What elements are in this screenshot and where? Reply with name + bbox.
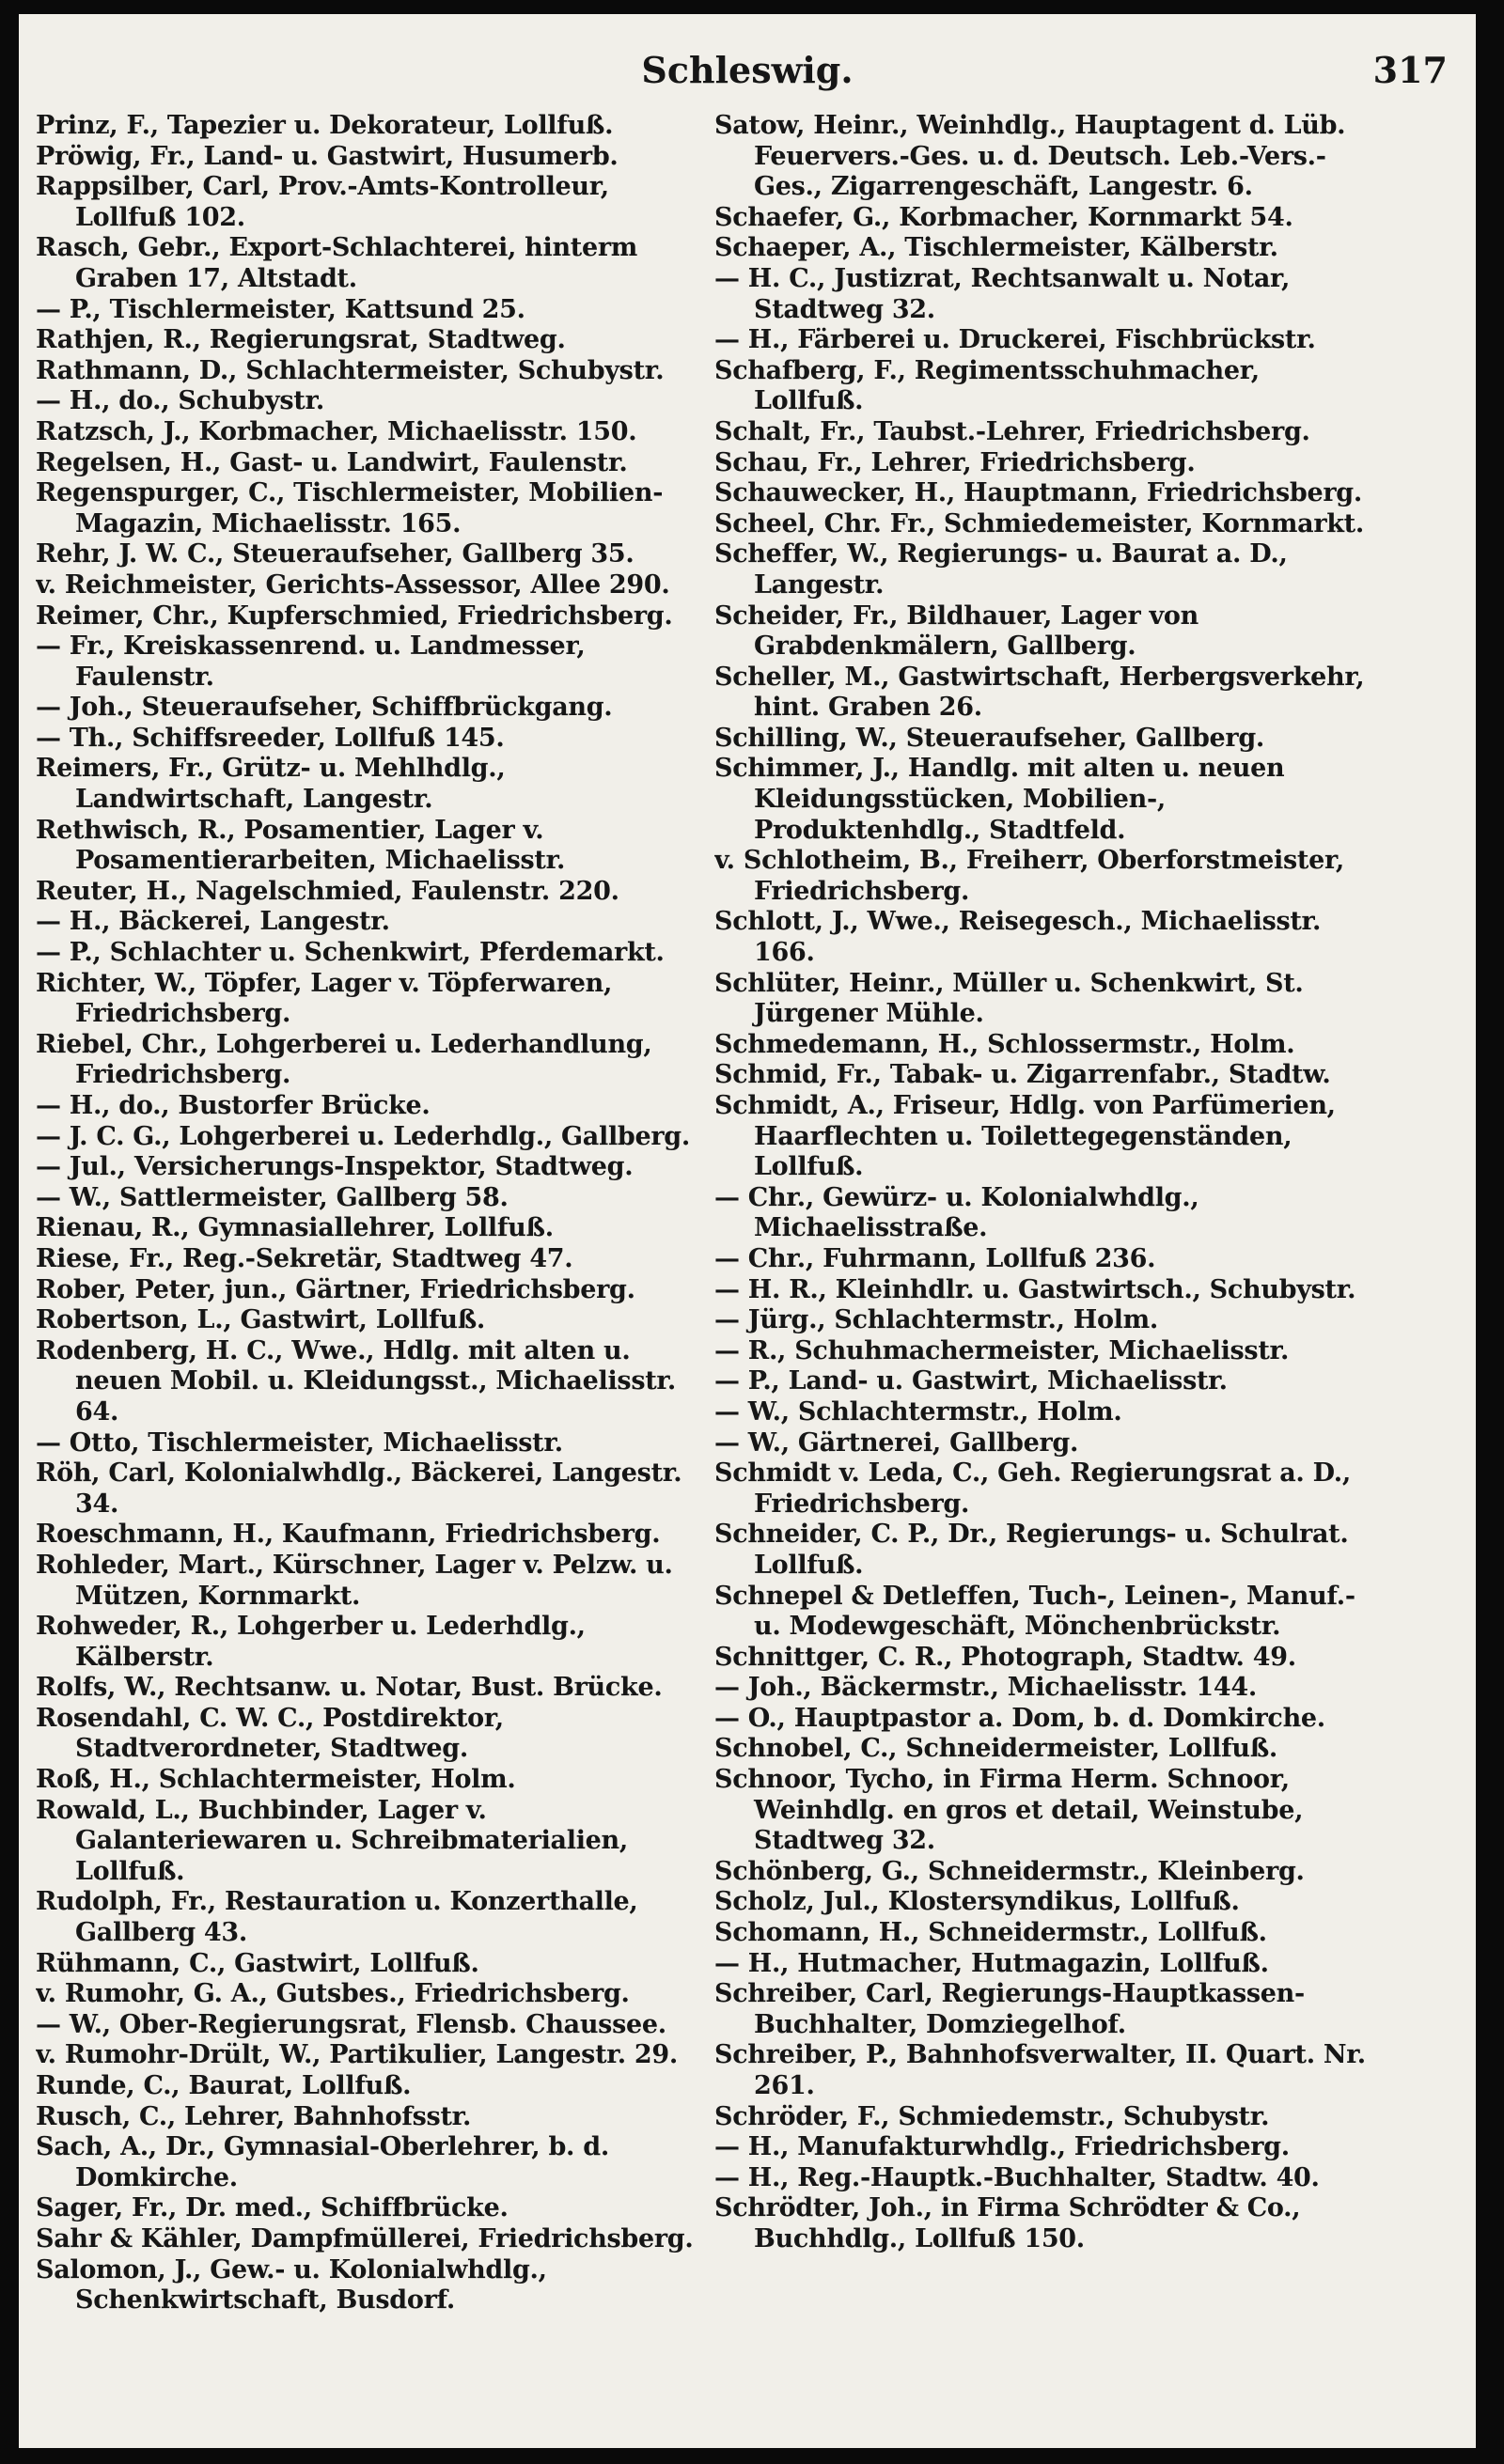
directory-entry: Rienau, R., Gymnasiallehrer, Lollfuß.: [36, 1213, 554, 1243]
directory-entry: Schalt, Fr., Taubst.-Lehrer, Friedrichsberg.: [714, 416, 1310, 446]
directory-entry: Salomon, J., Gew.- u. Kolonialwhdlg., Schenkwirtschaft, Busdorf.: [36, 2254, 547, 2316]
page-header: [19, 47, 1476, 94]
directory-entry: — Jürg., Schlachtermstr., Holm.: [714, 1305, 1159, 1335]
directory-entry: Schrödter, Joh., in Firma Schrödter & Co., Buchhdlg., Lollfuß 150.: [714, 2193, 1301, 2253]
directory-entry: — Th., Schiffsreeder, Lollfuß 145.: [36, 723, 505, 753]
directory-entry: — H. C., Justizrat, Rechtsanwalt u. Notar, Stadtweg 32.: [714, 263, 1291, 324]
directory-entry: Rolfs, W., Rechtsanw. u. Notar, Bust. Brücke.: [36, 1673, 663, 1703]
directory-entry: Schröder, F., Schmiedemstr., Schubystr.: [714, 2101, 1270, 2131]
directory-entry: Sager, Fr., Dr. med., Schiffbrücke.: [36, 2193, 509, 2223]
directory-entry: — Joh., Steueraufseher, Schiffbrückgang.: [36, 693, 613, 723]
directory-entry: Scheider, Fr., Bildhauer, Lager von Grabdenkmälern, Gallberg.: [714, 600, 1198, 662]
directory-entry: — H., Bäckerei, Langestr.: [36, 907, 390, 937]
directory-entry: v. Rumohr-Drült, W., Partikulier, Langestr. 29.: [36, 2040, 678, 2070]
directory-entry: Sach, A., Dr., Gymnasial-Oberlehrer, b. d. Domkirche.: [36, 2132, 609, 2192]
directory-entry: — Chr., Gewürz- u. Kolonialwhdlg., Michaelisstraße.: [714, 1182, 1199, 1243]
directory-entry: Satow, Heinr., Weinhdlg., Hauptagent d. Lüb. Feuervers.-Ges. u. d. Deutsch. Leb.-Vers.-Ges., Zigarrengeschäft, Langestr. 6.: [714, 111, 1346, 202]
directory-entry: Rober, Peter, jun., Gärtner, Friedrichsberg.: [36, 1274, 635, 1304]
directory-entry: Scheffer, W., Regierungs- u. Baurat a. D., Langestr.: [714, 539, 1288, 600]
directory-entry: Rowald, L., Buchbinder, Lager v. Galanteriewaren u. Schreibmaterialien, Lollfuß.: [36, 1795, 628, 1886]
directory-entry: — Chr., Fuhrmann, Lollfuß 236.: [714, 1243, 1156, 1273]
page-title: Schleswig.: [641, 49, 854, 91]
directory-entry: Schau, Fr., Lehrer, Friedrichsberg.: [714, 447, 1196, 477]
directory-entry: — H., do., Bustorfer Brücke.: [36, 1091, 431, 1120]
directory-entry: — P., Tischlermeister, Kattsund 25.: [36, 294, 525, 324]
directory-entry: Rathjen, R., Regierungsrat, Stadtweg.: [36, 325, 566, 355]
directory-page: [19, 14, 1476, 2448]
right-column: [714, 111, 1377, 2404]
directory-entry: Schreiber, P., Bahnhofsverwalter, II. Quart. Nr. 261.: [714, 2040, 1366, 2100]
directory-entry: Sahr & Kähler, Dampfmüllerei, Friedrichsberg.: [36, 2223, 694, 2253]
directory-entry: v. Rumohr, G. A., Gutsbes., Friedrichsberg.: [36, 1979, 630, 2009]
directory-entry: Schnoor, Tycho, in Firma Herm. Schnoor, Weinhdlg. en gros et detail, Weinstube, Stadtweg 32.: [714, 1765, 1304, 1856]
directory-entry: Schönberg, G., Schneidermstr., Kleinberg.: [714, 1856, 1305, 1886]
directory-entry: Riebel, Chr., Lohgerberei u. Lederhandlung, Friedrichsberg.: [36, 1029, 652, 1090]
directory-entry: Prinz, F., Tapezier u. Dekorateur, Lollfuß.: [36, 111, 614, 140]
directory-entry: Reuter, H., Nagelschmied, Faulenstr. 220.: [36, 876, 619, 906]
directory-entry: — Jul., Versicherungs-Inspektor, Stadtweg.: [36, 1152, 634, 1182]
directory-entry: Rohleder, Mart., Kürschner, Lager v. Pelzw. u. Mützen, Kornmarkt.: [36, 1550, 673, 1611]
directory-entry: — H., Färberei u. Druckerei, Fischbrückstr.: [714, 325, 1316, 355]
directory-entry: Rappsilber, Carl, Prov.-Amts-Kontrolleur, Lollfuß 102.: [36, 172, 609, 232]
directory-entry: Scholz, Jul., Klostersyndikus, Lollfuß.: [714, 1887, 1240, 1917]
directory-entry: Rühmann, C., Gastwirt, Lollfuß.: [36, 1948, 479, 1978]
directory-entry: Schaeper, A., Tischlermeister, Kälberstr.: [714, 233, 1278, 263]
directory-entry: Runde, C., Baurat, Lollfuß.: [36, 2071, 412, 2100]
directory-entry: Rosendahl, C. W. C., Postdirektor, Stadtverordneter, Stadtweg.: [36, 1703, 504, 1764]
directory-entry: — H., Hutmacher, Hutmagazin, Lollfuß.: [714, 1948, 1269, 1978]
directory-entry: Schnobel, C., Schneidermeister, Lollfuß.: [714, 1734, 1278, 1764]
directory-entry: Röh, Carl, Kolonialwhdlg., Bäckerei, Langestr. 34.: [36, 1458, 682, 1519]
directory-entry: Robertson, L., Gastwirt, Lollfuß.: [36, 1305, 486, 1335]
directory-entry: Pröwig, Fr., Land- u. Gastwirt, Husumerb.: [36, 141, 619, 171]
directory-entry: Scheel, Chr. Fr., Schmiedemeister, Kornmarkt.: [714, 508, 1364, 538]
directory-entry: Rudolph, Fr., Restauration u. Konzerthalle, Gallberg 43.: [36, 1887, 638, 1948]
directory-entry: — W., Schlachtermstr., Holm.: [714, 1396, 1122, 1427]
directory-entry: — H., Reg.-Hauptk.-Buchhalter, Stadtw. 40.: [714, 2162, 1320, 2192]
directory-entry: — Otto, Tischlermeister, Michaelisstr.: [36, 1427, 563, 1458]
directory-entry: Schneider, C. P., Dr., Regierungs- u. Schulrat. Lollfuß.: [714, 1520, 1349, 1580]
directory-entry: Rathmann, D., Schlachtermeister, Schubystr.: [36, 355, 665, 385]
directory-entry: Rohweder, R., Lohgerber u. Lederhdlg., Kälberstr.: [36, 1612, 586, 1672]
directory-entry: — R., Schuhmachermeister, Michaelisstr.: [714, 1335, 1290, 1365]
directory-entry: Schafberg, F., Regimentsschuhmacher, Lollfuß.: [714, 355, 1260, 416]
directory-entry: Rusch, C., Lehrer, Bahnhofsstr.: [36, 2101, 472, 2131]
directory-entry: Regelsen, H., Gast- u. Landwirt, Faulenstr.: [36, 447, 628, 477]
directory-entry: — W., Ober-Regierungsrat, Flensb. Chaussee.: [36, 2009, 666, 2039]
directory-entry: Schlott, J., Wwe., Reisegesch., Michaelisstr. 166.: [714, 907, 1322, 968]
directory-entry: — Fr., Kreiskassenrend. u. Landmesser, Faulenstr.: [36, 632, 586, 692]
directory-entry: Schreiber, Carl, Regierungs-Hauptkassen-Buchhalter, Domziegelhof.: [714, 1979, 1305, 2039]
directory-entry: Roeschmann, H., Kaufmann, Friedrichsberg.: [36, 1520, 661, 1550]
directory-entry: v. Schlotheim, B., Freiherr, Oberforstmeister, Friedrichsberg.: [714, 846, 1345, 906]
directory-entry: Scheller, M., Gastwirtschaft, Herbergsverkehr, hint. Graben 26.: [714, 662, 1365, 723]
directory-entry: — J. C. G., Lohgerberei u. Lederhdlg., Gallberg.: [36, 1121, 690, 1151]
directory-entry: — O., Hauptpastor a. Dom, b. d. Domkirche.: [714, 1703, 1325, 1733]
directory-entry: Schmedemann, H., Schlossermstr., Holm.: [714, 1029, 1295, 1059]
directory-entry: — H., Manufakturwhdlg., Friedrichsberg.: [714, 2132, 1290, 2162]
directory-entry: Ratzsch, J., Korbmacher, Michaelisstr. 150.: [36, 416, 637, 446]
directory-entry: — Joh., Bäckermstr., Michaelisstr. 144.: [714, 1673, 1257, 1703]
directory-entry: Schaefer, G., Korbmacher, Kornmarkt 54.: [714, 202, 1293, 232]
directory-entry: Schauwecker, H., Hauptmann, Friedrichsberg.: [714, 478, 1362, 508]
directory-entry: Reimers, Fr., Grütz- u. Mehlhdlg., Landwirtschaft, Langestr.: [36, 754, 506, 815]
directory-entry: Schilling, W., Steueraufseher, Gallberg.: [714, 723, 1265, 753]
directory-entry: Reimer, Chr., Kupferschmied, Friedrichsberg.: [36, 600, 673, 631]
directory-entry: Schmidt, A., Friseur, Hdlg. von Parfümerien, Haarflechten u. Toilettegegenständen, Lollfuß.: [714, 1091, 1336, 1182]
directory-entry: — W., Gärtnerei, Gallberg.: [714, 1427, 1079, 1458]
directory-entry: Schnepel & Detleffen, Tuch-, Leinen-, Manuf.- u. Modewgeschäft, Mönchenbrückstr.: [714, 1581, 1355, 1642]
directory-entry: — H., do., Schubystr.: [36, 386, 325, 416]
directory-entry: Rodenberg, H. C., Wwe., Hdlg. mit alten u. neuen Mobil. u. Kleidungsst., Michaelisstr. 64.: [36, 1335, 676, 1427]
directory-entry: — W., Sattlermeister, Gallberg 58.: [36, 1182, 509, 1212]
directory-entry: Schomann, H., Schneidermstr., Lollfuß.: [714, 1918, 1267, 1948]
directory-entry: Roß, H., Schlachtermeister, Holm.: [36, 1765, 516, 1795]
directory-entry: v. Reichmeister, Gerichts-Assessor, Allee 290.: [36, 569, 670, 600]
directory-entry: Schnittger, C. R., Photograph, Stadtw. 49.: [714, 1642, 1296, 1672]
directory-entry: Rasch, Gebr., Export-Schlachterei, hinterm Graben 17, Altstadt.: [36, 233, 638, 293]
directory-entry: Schmid, Fr., Tabak- u. Zigarrenfabr., Stadtw.: [714, 1060, 1331, 1090]
directory-entry: Riese, Fr., Reg.-Sekretär, Stadtweg 47.: [36, 1243, 573, 1273]
directory-entry: Schmidt v. Leda, C., Geh. Regierungsrat a. D., Friedrichsberg.: [714, 1458, 1351, 1519]
directory-entry: — H. R., Kleinhdlr. u. Gastwirtsch., Schubystr.: [714, 1274, 1356, 1304]
directory-entry: — P., Land- u. Gastwirt, Michaelisstr.: [714, 1366, 1228, 1396]
page-number: 317: [1372, 49, 1448, 91]
directory-entry: — P., Schlachter u. Schenkwirt, Pferdemarkt.: [36, 938, 665, 968]
directory-entry: Rethwisch, R., Posamentier, Lager v. Posamentierarbeiten, Michaelisstr.: [36, 815, 566, 876]
directory-entry: Richter, W., Töpfer, Lager v. Töpferwaren, Friedrichsberg.: [36, 968, 613, 1029]
directory-entry: Schlüter, Heinr., Müller u. Schenkwirt, St. Jürgener Mühle.: [714, 968, 1304, 1029]
left-column: [36, 111, 698, 2404]
directory-entry: Schimmer, J., Handlg. mit alten u. neuen Kleidungsstücken, Mobilien-, Produktenhdlg., Stadtfeld.: [714, 754, 1285, 845]
directory-entry: Regenspurger, C., Tischlermeister, Mobilien-Magazin, Michaelisstr. 165.: [36, 478, 664, 538]
directory-entry: Rehr, J. W. C., Steueraufseher, Gallberg 35.: [36, 539, 634, 569]
